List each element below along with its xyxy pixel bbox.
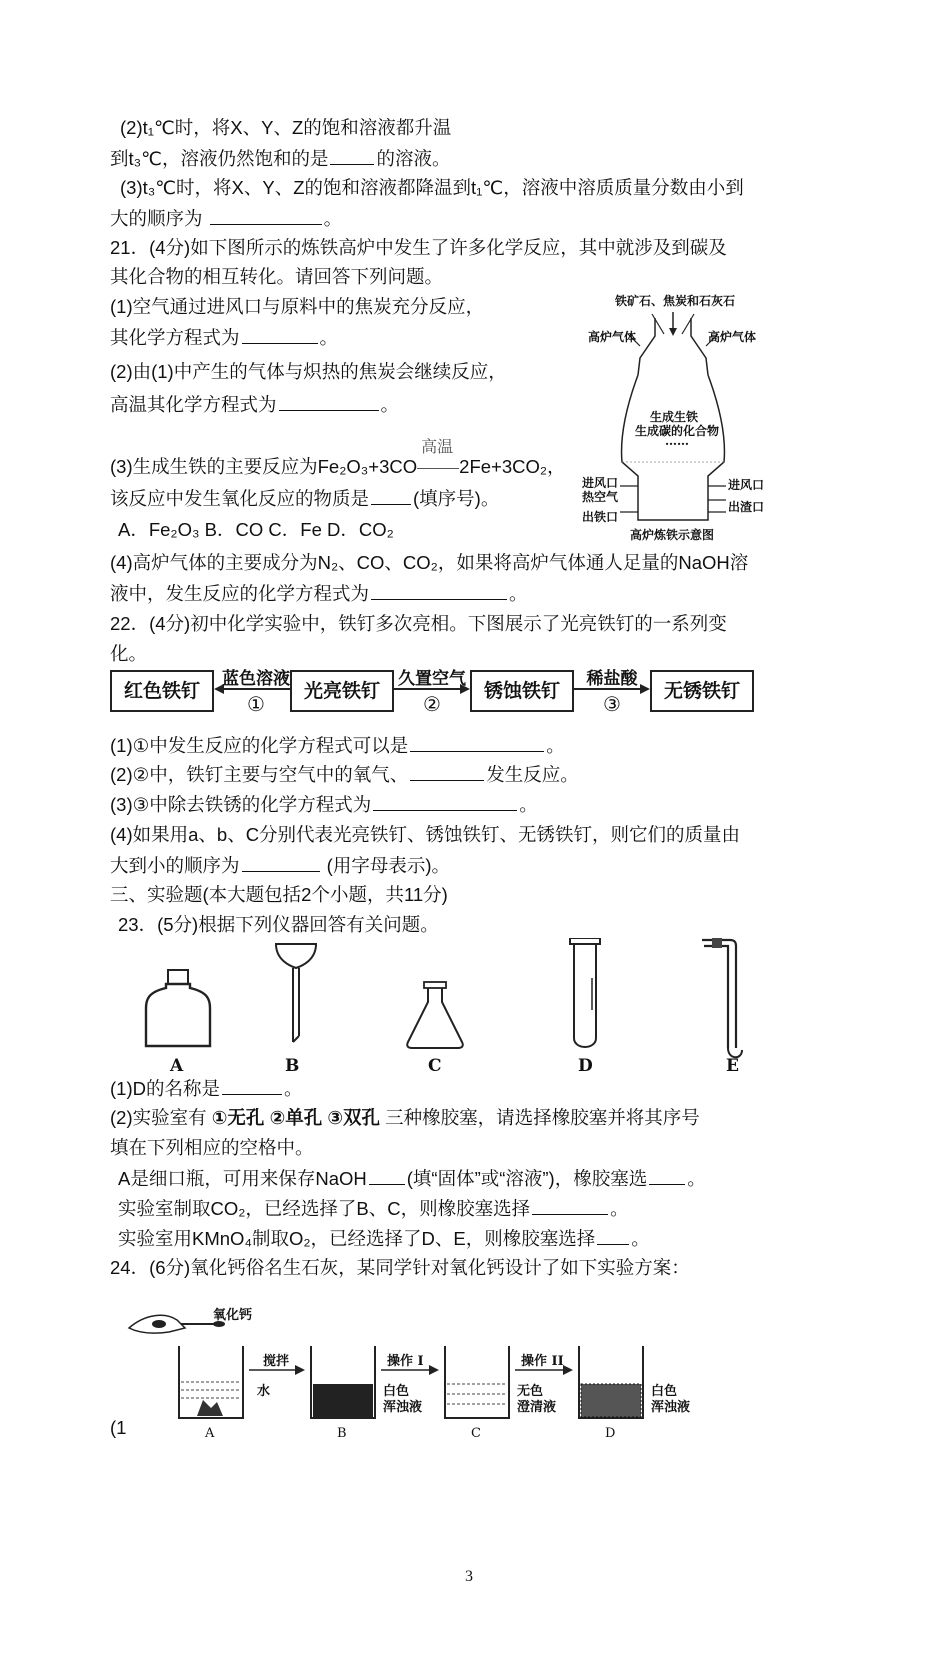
q21-part3-a: (3)生成生铁的主要反应为Fe₂O₃+3CO 高温 2Fe+3CO₂， [110,437,566,477]
q20-line-2b: 到t₃℃，溶液仍然饱和的是 的溶液。 [110,148,451,169]
q22-part3: (3)③中除去铁锈的化学方程式为 。 [110,794,538,815]
q24-heading: 24．(6分)氧化钙俗名生石灰，某同学针对氧化钙设计了如下实验方案： [110,1257,690,1278]
apparatus-figure [130,938,780,1078]
apparatus-label-d: D [578,1056,593,1076]
apparatus-label-b: B [285,1056,300,1076]
flow-step-3: ③ [603,692,621,716]
q21-part2-a: (2)由(1)中产生的气体与炽热的焦炭会继续反应， [110,361,507,382]
beaker-label-b: B [337,1426,347,1441]
furnace-label-iron-out: 出铁口 [582,510,619,524]
q21-heading-2: 其化合物的相互转化。请回答下列问题。 [110,266,444,287]
reaction-arrow-high-temp: 高温 [417,455,459,479]
flow-box-shiny-nail: 光亮铁钉 [290,670,394,712]
q21-heading-1: 21．(4分)如下图所示的炼铁高炉中发生了许多化学反应，其中就涉及到碳及 [110,237,727,258]
q21-part4-b: 液中，发生反应的化学方程式为 。 [110,583,528,604]
q23-part2-d: 实验室制取CO₂，已经选择了B、C，则橡胶塞选择 。 [118,1198,629,1219]
apparatus-drawing [130,938,780,1078]
cao-label: 氧化钙 [213,1308,253,1323]
apparatus-label-c: C [428,1056,442,1076]
q22-part4-b: 大到小的顺序为 (用字母表示)。 [110,855,450,876]
q21-options: A．Fe₂O₃ B．CO C．Fe D．CO₂ [118,519,394,540]
apparatus-c-flask [407,982,463,1048]
operation-1-label: 操作 I [387,1354,424,1369]
beaker-label-d: D [605,1426,616,1441]
q20-blank-saturated[interactable] [330,146,374,165]
apparatus-b-funnel [276,944,316,1042]
q21-part2-b: 高温其化学方程式为 。 [110,394,400,415]
q23-part2-a: (2)实验室有 ①无孔 ②单孔 ③双孔 三种橡胶塞，请选择橡胶塞并将其序号 [110,1107,700,1128]
beaker-label-c: C [471,1426,481,1441]
q22-blank-reactant[interactable] [410,762,484,781]
q23-blank-stopper-a[interactable] [649,1166,685,1185]
q22-part4-a: (4)如果用a、b、C分别代表光亮铁钉、锈蚀铁钉、无锈铁钉，则它们的质量由 [110,824,741,845]
q20-line-3b: 大的顺序为 。 [110,208,343,229]
q22-heading-1: 22．(4分)初中化学实验中，铁钉多次亮相。下图展示了光亮铁钉的一系列变 [110,613,727,634]
furnace-label-inlet-right: 进风口 [728,478,765,492]
q23-blank-stopper-co2[interactable] [532,1196,608,1215]
q21-blank-eq1[interactable] [242,325,318,344]
q24-part1: (1 [110,1417,127,1438]
q23-part2-c: A是细口瓶，可用来保存NaOH (填“固体”或“溶液”)，橡胶塞选 。 [118,1168,706,1189]
q22-part1: (1)①中发生反应的化学方程式可以是 。 [110,735,565,756]
furnace-label-gas-left: 高炉气体 [588,330,637,344]
nail-flow-diagram [110,666,760,726]
q22-blank-order[interactable] [242,853,320,872]
q23-part1: (1)D的名称是 。 [110,1078,303,1099]
q23-blank-name[interactable] [222,1076,282,1095]
q20-line-3a: (3)t₃℃时，将X、Y、Z的饱和溶液都降温到t₁℃，溶液中溶质质量分数由小到 [120,177,744,198]
q21-part4-a: (4)高炉气体的主要成分为N₂、CO、CO₂，如果将高炉气体通人足量的NaOH溶 [110,552,749,573]
furnace-label-inlet-left-2: 热空气 [582,490,619,504]
apparatus-a-bottle [146,970,210,1046]
beaker-label-a: A [205,1426,215,1441]
furnace-label-center-3: …… [665,434,689,448]
apparatus-label-e: E [726,1056,739,1076]
apparatus-label-a: A [170,1056,184,1076]
flow-box-red-nail: 红色铁钉 [110,670,214,712]
q21-blank-eq2[interactable] [279,392,379,411]
flow-box-rustless-nail: 无锈铁钉 [650,670,754,712]
flow-box-rusty-nail: 锈蚀铁钉 [470,670,574,712]
q21-blank-eq4[interactable] [371,581,507,600]
beaker-d-desc-1: 白色 [651,1384,678,1399]
operation-2-label: 操作 II [521,1354,564,1369]
section-3-title: 三、实验题(本大题包括2个小题，共11分) [110,884,448,905]
apparatus-d-test-tube [570,938,600,1047]
q22-blank-eq1[interactable] [410,733,544,752]
flow-label-blue-solution: 蓝色溶液 [222,669,290,689]
beaker-b-desc-2: 浑浊液 [383,1400,423,1415]
furnace-caption: 高炉炼铁示意图 [630,528,715,542]
q23-part2-b: 填在下列相应的空格中。 [110,1137,314,1158]
q23-heading: 23．(5分)根据下列仪器回答有关问题。 [118,914,439,935]
water-label: 水 [257,1384,271,1399]
q20-line-2a: (2)t₁℃时，将X、Y、Z的饱和溶液都升温 [120,117,452,138]
apparatus-e-tube [702,938,742,1057]
flow-step-2: ② [423,692,441,716]
flow-label-dilute-hcl: 稀盐酸 [586,669,638,689]
q21-part3-b: 该反应中发生氧化反应的物质是 (填序号)。 [110,488,500,509]
q22-heading-2: 化。 [110,643,148,664]
q23-part2-e: 实验室用KMnO₄制取O₂，已经选择了D、E，则橡胶塞选择 。 [118,1228,650,1249]
beaker-c-desc-2: 澄清液 [517,1400,557,1415]
q23-blank-state[interactable] [369,1166,405,1185]
furnace-label-inlet-left-1: 进风口 [582,476,619,490]
blast-furnace-figure [580,290,790,550]
furnace-label-gas-right: 高炉气体 [708,330,757,344]
furnace-label-top: 铁矿石、焦炭和石灰石 [615,294,736,308]
q21-part1-b: 其化学方程式为 。 [110,327,339,348]
cao-experiment-figure [125,1300,725,1450]
q20-blank-order[interactable] [210,206,322,225]
q23-blank-stopper-o2[interactable] [597,1226,629,1245]
stir-label: 搅拌 [263,1354,290,1369]
furnace-label-center-1: 生成生铁 [650,410,699,424]
page-number: 3 [465,1568,473,1585]
furnace-label-center-2: 生成碳的化合物 [635,424,720,438]
q20-line-2b-text: 到t₃℃，溶液仍然饱和的是 [110,148,329,169]
q22-blank-eq3[interactable] [373,792,517,811]
flow-step-1: ① [247,692,265,716]
furnace-label-slag-out: 出渣口 [728,500,765,514]
beaker-b-desc-1: 白色 [383,1384,410,1399]
q22-part2: (2)②中，铁钉主要与空气中的氧气、 发生反应。 [110,764,579,785]
beaker-d-desc-2: 浑浊液 [651,1400,691,1415]
q21-part1-a: (1)空气通过进风口与原料中的焦炭充分反应， [110,296,485,317]
flow-label-air-exposure: 久置空气 [398,669,466,689]
beaker-c-desc-1: 无色 [517,1384,544,1399]
q21-blank-oxidized[interactable] [371,486,411,505]
